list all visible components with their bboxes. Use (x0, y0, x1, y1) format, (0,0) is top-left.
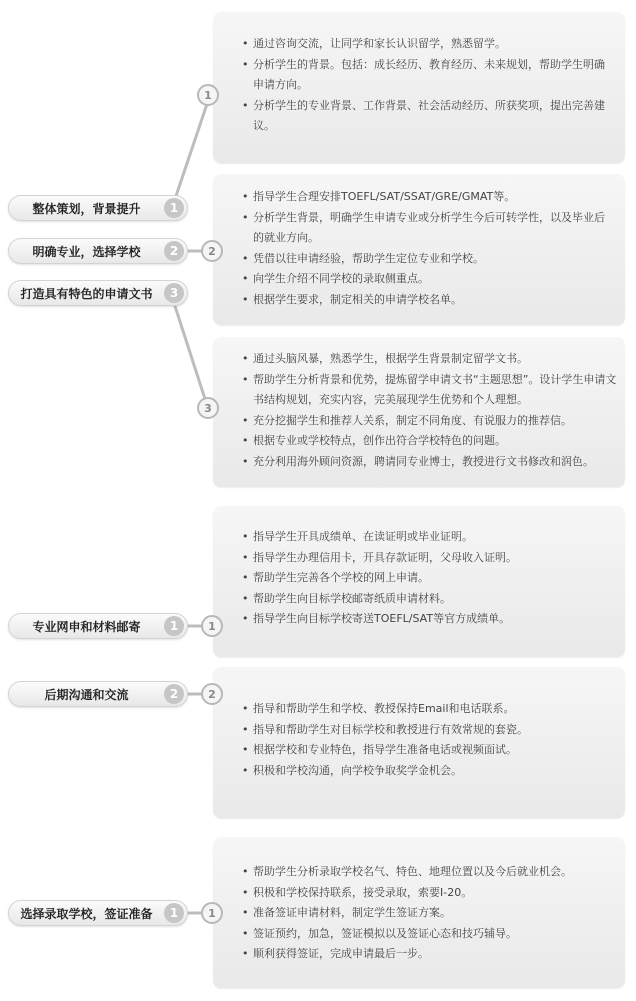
panel-list (213, 837, 625, 965)
step-number-badge: 2 (164, 684, 184, 704)
step-number-badge: 2 (164, 241, 184, 261)
list-item: • 通过咨询交流，让同学和家长认识留学，熟悉留学。 (242, 34, 615, 55)
panel-list (213, 337, 625, 472)
list-item: • 通过头脑风暴，熟悉学生，根据学生背景制定留学文书。 (242, 349, 617, 370)
step-label-text: 专业网申和材料邮寄 (32, 619, 141, 634)
list-item: • 指导和帮助学生和学校、教授保持Email和电话联系。 (242, 699, 615, 720)
connector-line-1 (175, 104, 207, 199)
panel-plan-3 (213, 337, 625, 487)
list-item: • 根据学生要求，制定相关的申请学校名单。 (242, 290, 615, 311)
panel-list (213, 667, 625, 781)
step-number-badge: 1 (164, 198, 184, 218)
panel-apply-2 (213, 667, 625, 818)
list-item: • 分析学生的专业背景、工作背景、社会活动经历、所获奖项，提出完善建议。 (242, 96, 615, 137)
list-item: • 准备签证申请材料，制定学生签证方案。 (242, 903, 615, 924)
step-label-follow-up[interactable] (8, 681, 188, 707)
list-item: • 指导学生合理安排TOEFL/SAT/SSAT/GRE/GMAT等。 (242, 187, 615, 208)
panel-list (213, 12, 625, 137)
list-item: • 充分利用海外顾问资源，聘请同专业博士，教授进行文书修改和润色。 (242, 452, 617, 473)
list-item: • 帮助学生分析录取学校名气、特色、地理位置以及今后就业机会。 (242, 862, 615, 883)
list-item: • 凭借以往申请经验，帮助学生定位专业和学校。 (242, 249, 615, 270)
panel-number-circle-2: 2 (201, 683, 223, 705)
list-item: • 指导学生开具成绩单、在读证明或毕业证明。 (242, 527, 615, 548)
panel-apply-1 (213, 506, 625, 657)
list-item: • 根据学校和专业特色，指导学生准备电话或视频面试。 (242, 740, 615, 761)
list-item: • 帮助学生完善各个学校的网上申请。 (242, 568, 615, 589)
step-label-visa-preparation[interactable] (8, 900, 188, 926)
panel-number-circle-1: 1 (201, 902, 223, 924)
panel-plan-2 (213, 174, 625, 325)
list-item: • 根据专业或学校特点，创作出符合学校特色的问题。 (242, 431, 617, 452)
list-item: • 充分挖掘学生和推荐人关系，制定不同角度、有说服力的推荐信。 (242, 411, 617, 432)
list-item: • 顺利获得签证，完成申请最后一步。 (242, 944, 615, 965)
step-number-badge: 1 (164, 903, 184, 923)
panel-number-circle-1: 1 (197, 84, 219, 106)
panel-visa-1 (213, 837, 625, 988)
list-item: • 帮助学生分析背景和优势，提炼留学申请文书“主题思想”。设计学生申请文书结构规划，充实内容，完美展现学生优势和个人理想。 (242, 370, 617, 411)
panel-list (213, 506, 625, 630)
list-item: • 签证预约，加急，签证模拟以及签证心态和技巧辅导。 (242, 924, 615, 945)
panel-list (213, 174, 625, 310)
list-item: • 分析学生的背景。包括：成长经历、教育经历、未来规划，帮助学生明确申请方向。 (242, 55, 615, 96)
step-label-text: 后期沟通和交流 (44, 687, 129, 702)
step-label-text: 选择录取学校，签证准备 (20, 906, 153, 921)
step-label-text: 打造具有特色的申请文书 (20, 286, 153, 301)
list-item: • 指导学生办理信用卡，开具存款证明，父母收入证明。 (242, 548, 615, 569)
step-label-text: 明确专业，选择学校 (32, 244, 141, 259)
step-label-choose-school[interactable] (8, 238, 188, 264)
list-item: • 积极和学校保持联系，接受录取，索要I-20。 (242, 883, 615, 904)
step-label-application-essays[interactable] (8, 280, 188, 306)
connector-line-3 (174, 303, 205, 399)
step-label-text: 整体策划，背景提升 (32, 201, 141, 216)
panel-number-circle-1: 1 (201, 615, 223, 637)
panel-number-circle-3: 3 (197, 397, 219, 419)
step-label-online-application[interactable] (8, 613, 188, 639)
list-item: • 指导和帮助学生对目标学校和教授进行有效常规的套瓷。 (242, 720, 615, 741)
list-item: • 向学生介绍不同学校的录取侧重点。 (242, 269, 615, 290)
panel-plan-1 (213, 12, 625, 163)
list-item: • 帮助学生向目标学校邮寄纸质申请材料。 (242, 589, 615, 610)
list-item: • 积极和学校沟通，向学校争取奖学金机会。 (242, 761, 615, 782)
step-label-overall-planning[interactable] (8, 195, 188, 221)
panel-number-circle-2: 2 (201, 240, 223, 262)
list-item: • 指导学生向目标学校寄送TOEFL/SAT等官方成绩单。 (242, 609, 615, 630)
step-number-badge: 3 (164, 283, 184, 303)
list-item: • 分析学生背景，明确学生申请专业或分析学生今后可转学性，以及毕业后的就业方向。 (242, 208, 615, 249)
step-number-badge: 1 (164, 616, 184, 636)
